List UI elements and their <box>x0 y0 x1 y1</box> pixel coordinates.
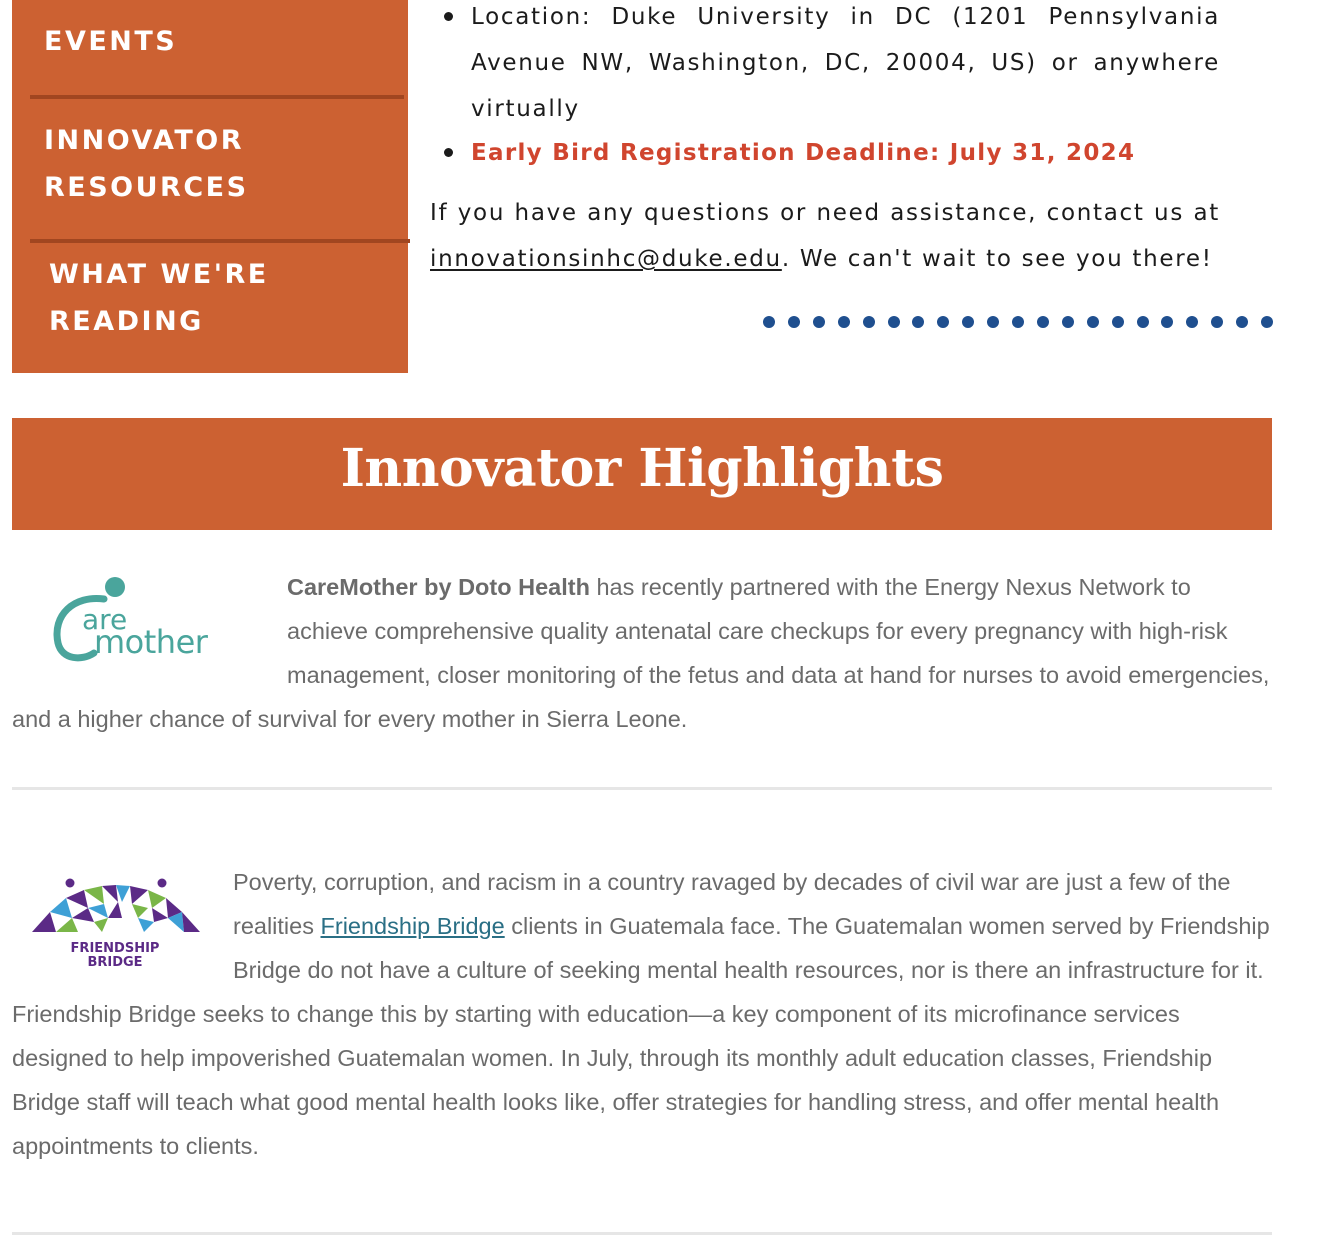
divider-dot-icon <box>838 316 850 328</box>
contact-paragraph: If you have any questions or need assistance, contact us at innovationsinhc@duke.edu. We can't wait to see you there! <box>430 200 1220 272</box>
svg-text:mother: mother <box>94 623 208 661</box>
sidebar-item-label: READING <box>49 306 204 337</box>
bullet-dot-icon <box>444 12 453 21</box>
divider-dot-icon <box>813 316 825 328</box>
divider-dot-icon <box>1037 316 1049 328</box>
divider-dot-icon <box>1137 316 1149 328</box>
dotted-divider <box>757 313 1277 331</box>
highlight-caremother <box>12 565 1272 741</box>
sidebar-item-label: EVENTS <box>44 26 178 57</box>
bullet-dot-icon <box>444 148 453 157</box>
divider-dot-icon <box>962 316 974 328</box>
highlight-friendship-bridge <box>12 860 1272 1168</box>
divider-dot-icon <box>937 316 949 328</box>
svg-text:FRIENDSHIP: FRIENDSHIP <box>70 941 160 956</box>
highlight-body: CareMother by Doto Health has recently partnered with the Energy Nexus Network to achieve comprehensive quality antenatal care checkups for every pregnancy with high-risk management, closer monitoring of the fetus and data at hand for nurses to avoid emergencies, and a higher chance of survival for every mother in Sierra Leone. <box>12 574 1270 732</box>
divider-dot-icon <box>1012 316 1024 328</box>
sidebar-item-innovator-resources[interactable] <box>44 117 249 211</box>
sidebar-item-label: RESOURCES <box>44 172 249 203</box>
friendship-bridge-logo-icon <box>12 860 218 980</box>
sidebar-divider <box>30 239 410 243</box>
divider-dot-icon <box>1261 316 1273 328</box>
sidebar-divider <box>30 95 404 99</box>
caremother-logo-icon <box>12 565 272 697</box>
section-divider <box>12 1232 1272 1235</box>
svg-text:are: are <box>82 603 128 636</box>
sidebar-item-label: INNOVATOR <box>44 125 244 156</box>
deadline-bullet <box>430 130 1220 176</box>
sidebar-item-label: WHAT WE'RE <box>49 259 269 290</box>
svg-text:BRIDGE: BRIDGE <box>87 955 143 970</box>
sidebar-item-events[interactable] <box>44 18 177 65</box>
sidebar-nav <box>12 0 408 373</box>
divider-dot-icon <box>1211 316 1223 328</box>
contact-email-link[interactable]: innovationsinhc@duke.edu <box>430 246 782 272</box>
divider-dot-icon <box>912 316 924 328</box>
location-text: Location: Duke University in DC (1201 Pennsylvania Avenue NW, Washington, DC, 20004, US) or anywhere virtually <box>471 4 1220 122</box>
divider-dot-icon <box>1062 316 1074 328</box>
section-divider <box>12 787 1272 790</box>
deadline-text: Early Bird Registration Deadline: July 31, 2024 <box>471 140 1136 166</box>
highlight-body: Poverty, corruption, and racism in a country ravaged by decades of civil war are just a few of the realities Friendship Bridge clients in Guatemala face. The Guatemalan women served by Friendship Bridge do not have a culture of seeking mental health resources, nor is there an infrastructure for it. Friendship Bridge seeks to change this by starting with education—a key component of its microfinance services designed to help impoverished Guatemalan women. In July, through its monthly adult education classes, Friendship Bridge staff will teach what good mental health looks like, offer strategies for handling stress, and offer mental health appointments to clients. <box>12 869 1270 1159</box>
sidebar-item-what-were-reading[interactable] <box>49 251 269 345</box>
divider-dot-icon <box>1186 316 1198 328</box>
divider-dot-icon <box>1236 316 1248 328</box>
divider-dot-icon <box>987 316 999 328</box>
divider-dot-icon <box>763 316 775 328</box>
friendship-bridge-logo <box>12 860 218 992</box>
divider-dot-icon <box>1112 316 1124 328</box>
org-name: CareMother by Doto Health <box>287 574 590 600</box>
section-title: Innovator Highlights <box>340 438 944 499</box>
friendship-bridge-link[interactable]: Friendship Bridge <box>320 913 505 939</box>
caremother-logo <box>12 565 272 697</box>
divider-dot-icon <box>888 316 900 328</box>
divider-dot-icon <box>863 316 875 328</box>
divider-dot-icon <box>788 316 800 328</box>
divider-dot-icon <box>1087 316 1099 328</box>
section-banner <box>12 418 1272 530</box>
location-bullet <box>430 0 1220 132</box>
divider-dot-icon <box>1161 316 1173 328</box>
